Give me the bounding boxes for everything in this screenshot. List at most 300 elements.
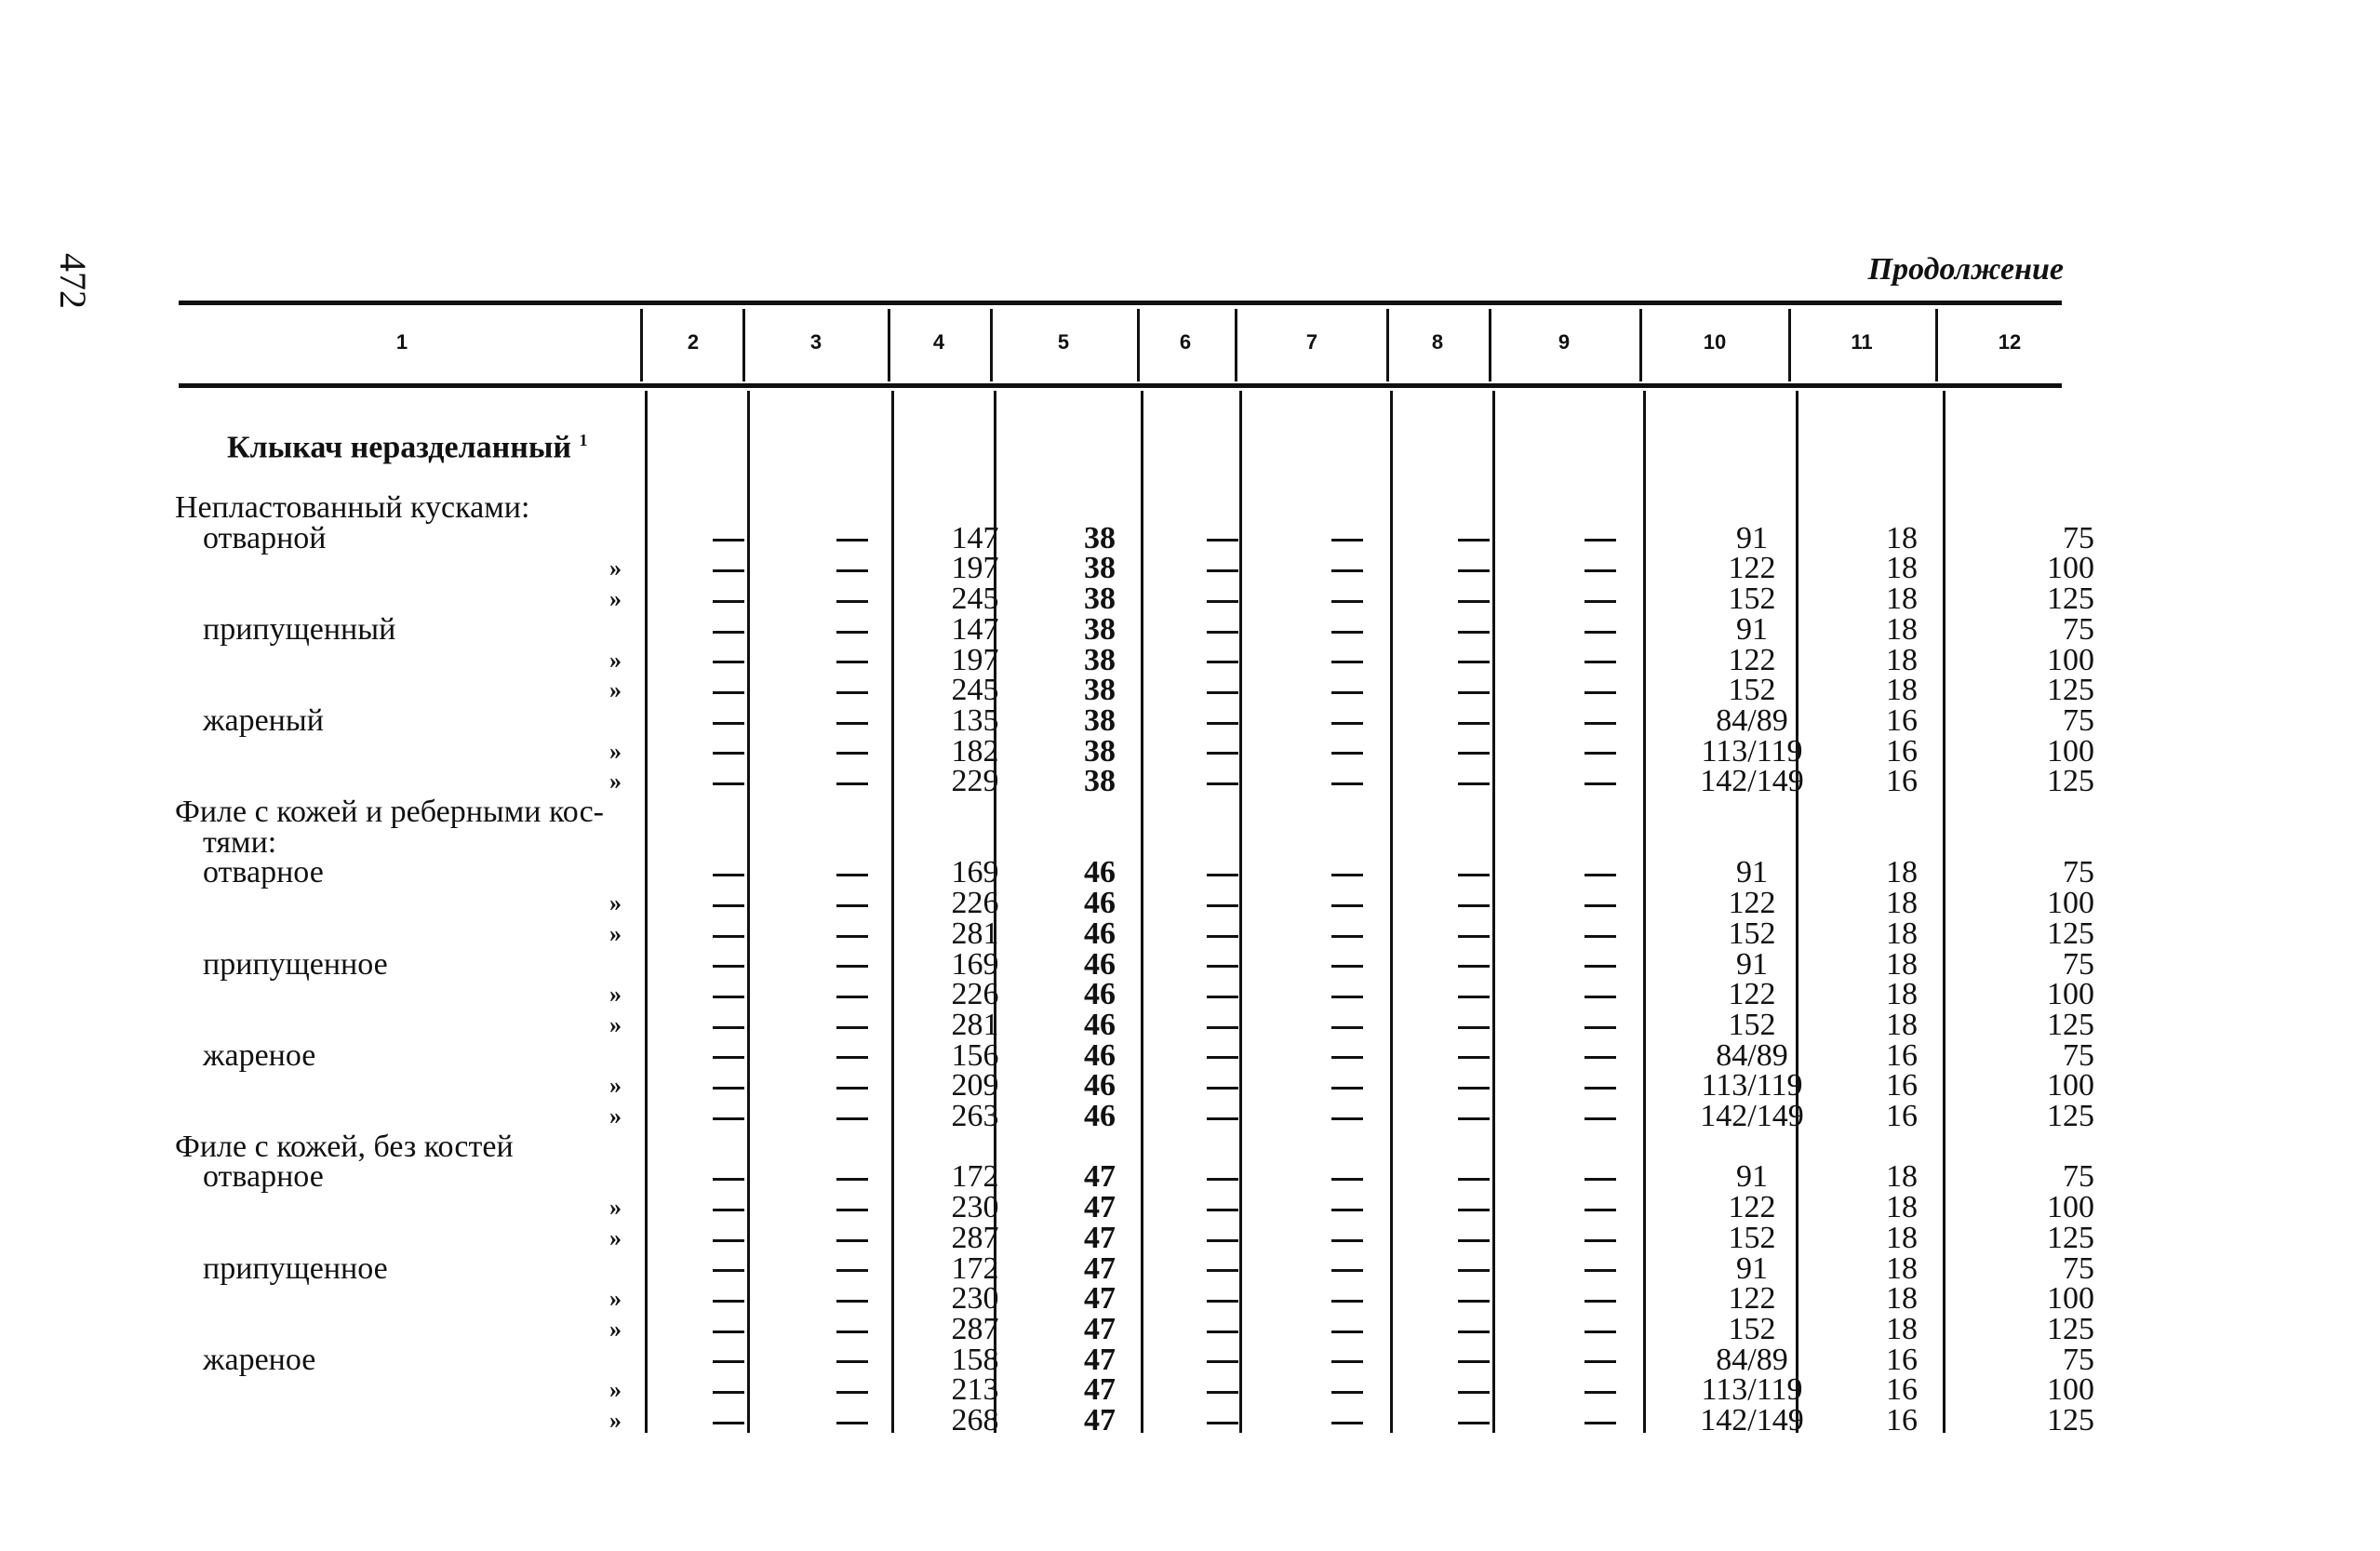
empty-dash bbox=[1525, 1071, 1676, 1102]
empty-dash bbox=[1173, 1102, 1272, 1132]
col-separator bbox=[1235, 309, 1237, 381]
row-label: » bbox=[609, 555, 622, 582]
value-cell: 230 bbox=[951, 1281, 999, 1317]
value-cell: 152 bbox=[1728, 673, 1776, 708]
empty-dash bbox=[1272, 737, 1423, 768]
empty-dash bbox=[1525, 858, 1676, 889]
table-row bbox=[175, 1284, 2094, 1315]
empty-dash bbox=[677, 767, 780, 797]
empty-dash bbox=[1423, 767, 1525, 797]
value-cell: 18 bbox=[1886, 1190, 1918, 1225]
value-cell: 16 bbox=[1886, 1068, 1918, 1103]
row-label: жареное bbox=[203, 1037, 316, 1073]
row-label: жареное bbox=[203, 1342, 316, 1377]
value-cell: 287 bbox=[951, 1220, 999, 1255]
value-cell: 91 bbox=[1736, 1250, 1768, 1286]
empty-dash bbox=[1423, 889, 1525, 919]
empty-dash bbox=[1173, 706, 1272, 737]
value-cell: 18 bbox=[1886, 1220, 1918, 1255]
empty-dash bbox=[1272, 1071, 1423, 1102]
col-separator bbox=[1935, 309, 1938, 381]
table-row bbox=[175, 493, 2094, 524]
empty-dash bbox=[677, 706, 780, 737]
value-cell: 197 bbox=[951, 551, 999, 586]
empty-dash bbox=[1423, 1223, 1525, 1254]
empty-dash bbox=[1173, 980, 1272, 1010]
value-cell: 18 bbox=[1886, 946, 1918, 982]
col-separator bbox=[742, 309, 745, 381]
empty-dash bbox=[1525, 1315, 1676, 1345]
value-cell: 38 bbox=[1084, 642, 1116, 677]
value-cell: 75 bbox=[2063, 1250, 2094, 1286]
empty-dash bbox=[1272, 980, 1423, 1010]
empty-dash bbox=[780, 1193, 924, 1223]
value-cell: 16 bbox=[1886, 733, 1918, 769]
empty-dash bbox=[780, 584, 924, 615]
empty-dash bbox=[1173, 1284, 1272, 1315]
table-row bbox=[175, 737, 2094, 768]
empty-dash bbox=[1423, 1375, 1525, 1406]
value-cell: 100 bbox=[2047, 551, 2094, 586]
value-cell: 46 bbox=[1084, 855, 1116, 890]
col-header-6: 6 bbox=[1179, 330, 1192, 354]
empty-dash bbox=[1423, 1071, 1525, 1102]
table-row bbox=[175, 1071, 2094, 1102]
empty-dash bbox=[1173, 950, 1272, 981]
empty-dash bbox=[780, 675, 924, 706]
value-cell: 172 bbox=[951, 1250, 999, 1286]
empty-dash bbox=[1423, 706, 1525, 737]
value-cell: 38 bbox=[1084, 520, 1116, 555]
table-row bbox=[175, 1406, 2094, 1437]
row-label: » bbox=[609, 1376, 622, 1404]
empty-dash bbox=[780, 1041, 924, 1072]
value-cell: 47 bbox=[1084, 1159, 1116, 1195]
col-separator bbox=[1489, 309, 1491, 381]
page-number: 472 bbox=[52, 253, 94, 309]
empty-dash bbox=[780, 1254, 924, 1285]
empty-dash bbox=[1525, 737, 1676, 768]
empty-dash bbox=[677, 524, 780, 555]
value-cell: 18 bbox=[1886, 1281, 1918, 1317]
continuation-label: Продолжение bbox=[1867, 252, 2064, 287]
value-cell: 46 bbox=[1084, 1099, 1116, 1134]
value-cell: 84/89 bbox=[1716, 1342, 1788, 1377]
empty-dash bbox=[1272, 950, 1423, 981]
value-cell: 100 bbox=[2047, 733, 2094, 769]
value-cell: 46 bbox=[1084, 946, 1116, 982]
value-cell: 91 bbox=[1736, 520, 1768, 555]
empty-dash bbox=[1173, 1254, 1272, 1285]
empty-dash bbox=[1272, 858, 1423, 889]
value-cell: 16 bbox=[1886, 1099, 1918, 1134]
value-cell: 46 bbox=[1084, 977, 1116, 1012]
row-label: » bbox=[609, 1285, 622, 1313]
value-cell: 142/149 bbox=[1700, 1099, 1804, 1134]
value-cell: 135 bbox=[951, 702, 999, 738]
empty-dash bbox=[780, 1162, 924, 1193]
value-cell: 18 bbox=[1886, 977, 1918, 1012]
empty-dash bbox=[1272, 1254, 1423, 1285]
row-label: тями: bbox=[203, 824, 277, 860]
table-row bbox=[175, 1193, 2094, 1223]
empty-dash bbox=[1272, 919, 1423, 950]
empty-dash bbox=[1423, 950, 1525, 981]
row-label: » bbox=[609, 919, 622, 947]
empty-dash bbox=[1525, 950, 1676, 981]
empty-dash bbox=[677, 1071, 780, 1102]
value-cell: 226 bbox=[951, 977, 999, 1012]
value-cell: 38 bbox=[1084, 611, 1116, 647]
empty-dash bbox=[1525, 1345, 1676, 1376]
value-cell: 46 bbox=[1084, 916, 1116, 951]
empty-dash bbox=[677, 675, 780, 706]
row-label: отварное bbox=[203, 855, 324, 890]
col-header-7: 7 bbox=[1305, 330, 1318, 354]
row-label: » bbox=[609, 676, 622, 704]
value-cell: 122 bbox=[1728, 642, 1776, 677]
section-title bbox=[175, 417, 2094, 473]
table-row bbox=[175, 1375, 2094, 1406]
col-separator bbox=[990, 309, 993, 381]
value-cell: 100 bbox=[2047, 642, 2094, 677]
value-cell: 122 bbox=[1728, 1190, 1776, 1225]
col-separator bbox=[1639, 309, 1642, 381]
empty-dash bbox=[1525, 706, 1676, 737]
value-cell: 197 bbox=[951, 642, 999, 677]
value-cell: 182 bbox=[951, 733, 999, 769]
empty-dash bbox=[780, 980, 924, 1010]
empty-dash bbox=[677, 1162, 780, 1193]
empty-dash bbox=[1423, 1162, 1525, 1193]
table-row bbox=[175, 1010, 2094, 1041]
col-header-10: 10 bbox=[1703, 330, 1727, 354]
value-cell: 230 bbox=[951, 1190, 999, 1225]
value-cell: 147 bbox=[951, 611, 999, 647]
empty-dash bbox=[677, 1254, 780, 1285]
empty-dash bbox=[780, 615, 924, 646]
empty-dash bbox=[1423, 524, 1525, 555]
col-separator bbox=[1386, 309, 1389, 381]
value-cell: 46 bbox=[1084, 1007, 1116, 1042]
value-cell: 18 bbox=[1886, 1311, 1918, 1346]
empty-dash bbox=[1423, 1345, 1525, 1376]
empty-dash bbox=[1173, 584, 1272, 615]
value-cell: 75 bbox=[2063, 611, 2094, 647]
value-cell: 113/119 bbox=[1701, 1372, 1803, 1408]
value-cell: 47 bbox=[1084, 1372, 1116, 1408]
col-header-2: 2 bbox=[687, 330, 700, 354]
empty-dash bbox=[677, 1223, 780, 1254]
table-row bbox=[175, 858, 2094, 889]
value-cell: 281 bbox=[951, 916, 999, 951]
empty-dash bbox=[1423, 980, 1525, 1010]
value-cell: 18 bbox=[1886, 642, 1918, 677]
empty-dash bbox=[677, 919, 780, 950]
value-cell: 287 bbox=[951, 1311, 999, 1346]
empty-dash bbox=[1173, 1010, 1272, 1041]
value-cell: 38 bbox=[1084, 702, 1116, 738]
empty-dash bbox=[780, 1315, 924, 1345]
value-cell: 281 bbox=[951, 1007, 999, 1042]
value-cell: 16 bbox=[1886, 1037, 1918, 1073]
empty-dash bbox=[1423, 584, 1525, 615]
empty-dash bbox=[780, 1102, 924, 1132]
empty-dash bbox=[780, 889, 924, 919]
value-cell: 263 bbox=[951, 1099, 999, 1134]
empty-dash bbox=[1272, 1345, 1423, 1376]
value-cell: 125 bbox=[2047, 1220, 2094, 1255]
value-cell: 38 bbox=[1084, 673, 1116, 708]
value-cell: 18 bbox=[1886, 1159, 1918, 1195]
value-cell: 18 bbox=[1886, 611, 1918, 647]
empty-dash bbox=[677, 1193, 780, 1223]
empty-dash bbox=[1272, 1102, 1423, 1132]
value-cell: 125 bbox=[2047, 673, 2094, 708]
col-header-11: 11 bbox=[1851, 330, 1873, 354]
empty-dash bbox=[1525, 1193, 1676, 1223]
value-cell: 16 bbox=[1886, 702, 1918, 738]
empty-dash bbox=[1525, 675, 1676, 706]
col-header-8: 8 bbox=[1431, 330, 1444, 354]
value-cell: 100 bbox=[2047, 1068, 2094, 1103]
empty-dash bbox=[780, 1375, 924, 1406]
value-cell: 152 bbox=[1728, 1311, 1776, 1346]
empty-dash bbox=[1525, 1284, 1676, 1315]
value-cell: 122 bbox=[1728, 551, 1776, 586]
empty-dash bbox=[1173, 1071, 1272, 1102]
empty-dash bbox=[1525, 1010, 1676, 1041]
value-cell: 38 bbox=[1084, 764, 1116, 799]
value-cell: 152 bbox=[1728, 1220, 1776, 1255]
empty-dash bbox=[780, 737, 924, 768]
value-cell: 100 bbox=[2047, 1281, 2094, 1317]
table-row bbox=[175, 524, 2094, 555]
col-header-4: 4 bbox=[932, 330, 945, 354]
empty-dash bbox=[1525, 1223, 1676, 1254]
empty-dash bbox=[1272, 646, 1423, 676]
value-cell: 18 bbox=[1886, 582, 1918, 617]
empty-dash bbox=[1423, 1041, 1525, 1072]
col-header-1: 1 bbox=[395, 330, 408, 354]
value-cell: 18 bbox=[1886, 520, 1918, 555]
value-cell: 47 bbox=[1084, 1220, 1116, 1255]
empty-dash bbox=[1423, 1193, 1525, 1223]
table-row bbox=[175, 767, 2094, 797]
empty-dash bbox=[1173, 554, 1272, 584]
empty-dash bbox=[1272, 1284, 1423, 1315]
empty-dash bbox=[780, 1284, 924, 1315]
value-cell: 209 bbox=[951, 1068, 999, 1103]
value-cell: 122 bbox=[1728, 1281, 1776, 1317]
value-cell: 156 bbox=[951, 1037, 999, 1073]
value-cell: 38 bbox=[1084, 582, 1116, 617]
row-label: Филе с кожей, без костей bbox=[175, 1129, 514, 1164]
empty-dash bbox=[780, 1406, 924, 1437]
empty-dash bbox=[780, 1010, 924, 1041]
value-cell: 84/89 bbox=[1716, 1037, 1788, 1073]
empty-dash bbox=[1173, 646, 1272, 676]
col-separator bbox=[1788, 309, 1791, 381]
empty-dash bbox=[677, 1041, 780, 1072]
empty-dash bbox=[677, 584, 780, 615]
row-label: » bbox=[609, 1010, 622, 1038]
row-label: припущенное bbox=[203, 1250, 388, 1286]
empty-dash bbox=[677, 858, 780, 889]
table-row bbox=[175, 1041, 2094, 1072]
row-label: » bbox=[609, 1407, 622, 1435]
empty-dash bbox=[780, 554, 924, 584]
row-label: припущенное bbox=[203, 946, 388, 982]
row-label: » bbox=[609, 646, 622, 674]
empty-dash bbox=[780, 950, 924, 981]
table-row bbox=[175, 1223, 2094, 1254]
value-cell: 18 bbox=[1886, 1007, 1918, 1042]
value-cell: 91 bbox=[1736, 855, 1768, 890]
value-cell: 245 bbox=[951, 582, 999, 617]
value-cell: 18 bbox=[1886, 1250, 1918, 1286]
value-cell: 16 bbox=[1886, 1403, 1918, 1438]
empty-dash bbox=[677, 1375, 780, 1406]
table-row bbox=[175, 828, 2094, 859]
row-label: Филе с кожей и реберными кос- bbox=[175, 795, 605, 830]
empty-dash bbox=[1272, 1315, 1423, 1345]
footnote-mark: 1 bbox=[579, 431, 588, 450]
value-cell: 152 bbox=[1728, 1007, 1776, 1042]
table-row bbox=[175, 1102, 2094, 1132]
empty-dash bbox=[1525, 767, 1676, 797]
empty-dash bbox=[780, 646, 924, 676]
value-cell: 113/119 bbox=[1701, 733, 1803, 769]
empty-dash bbox=[1525, 524, 1676, 555]
value-cell: 75 bbox=[2063, 946, 2094, 982]
value-cell: 91 bbox=[1736, 611, 1768, 647]
empty-dash bbox=[677, 950, 780, 981]
value-cell: 47 bbox=[1084, 1342, 1116, 1377]
empty-dash bbox=[1525, 1406, 1676, 1437]
empty-dash bbox=[1272, 1193, 1423, 1223]
value-cell: 152 bbox=[1728, 916, 1776, 951]
table-row bbox=[175, 797, 2094, 828]
empty-dash bbox=[1423, 919, 1525, 950]
value-cell: 16 bbox=[1886, 1342, 1918, 1377]
value-cell: 122 bbox=[1728, 977, 1776, 1012]
row-label: » bbox=[609, 1072, 622, 1100]
empty-dash bbox=[1525, 1162, 1676, 1193]
value-cell: 229 bbox=[951, 764, 999, 799]
value-cell: 18 bbox=[1886, 886, 1918, 921]
value-cell: 125 bbox=[2047, 916, 2094, 951]
value-cell: 213 bbox=[951, 1372, 999, 1408]
value-cell: 125 bbox=[2047, 1007, 2094, 1042]
value-cell: 75 bbox=[2063, 1342, 2094, 1377]
empty-dash bbox=[1173, 1406, 1272, 1437]
empty-dash bbox=[677, 1345, 780, 1376]
col-header-5: 5 bbox=[1057, 330, 1070, 354]
value-cell: 125 bbox=[2047, 764, 2094, 799]
row-label: » bbox=[609, 1315, 622, 1343]
row-label: отварное bbox=[203, 1159, 324, 1195]
table-row bbox=[175, 889, 2094, 919]
row-label: отварной bbox=[203, 520, 327, 555]
value-cell: 75 bbox=[2063, 1037, 2094, 1073]
table-row bbox=[175, 706, 2094, 737]
value-cell: 169 bbox=[951, 855, 999, 890]
value-cell: 142/149 bbox=[1700, 1403, 1804, 1438]
empty-dash bbox=[677, 1406, 780, 1437]
value-cell: 75 bbox=[2063, 520, 2094, 555]
table-row bbox=[175, 1254, 2094, 1285]
empty-dash bbox=[780, 1345, 924, 1376]
col-separator bbox=[888, 309, 890, 381]
empty-dash bbox=[1272, 615, 1423, 646]
table-row bbox=[175, 675, 2094, 706]
nutrition-table bbox=[175, 417, 2094, 1437]
col-header-12: 12 bbox=[1998, 330, 2022, 354]
empty-dash bbox=[1525, 1102, 1676, 1132]
value-cell: 100 bbox=[2047, 1372, 2094, 1408]
empty-dash bbox=[1173, 1041, 1272, 1072]
value-cell: 113/119 bbox=[1701, 1068, 1803, 1103]
table-row bbox=[175, 1345, 2094, 1376]
value-cell: 245 bbox=[951, 673, 999, 708]
col-separator bbox=[640, 309, 643, 381]
empty-dash bbox=[677, 1315, 780, 1345]
section-title-text: Клыкач неразделанный bbox=[227, 430, 571, 465]
value-cell: 142/149 bbox=[1700, 764, 1804, 799]
empty-dash bbox=[1272, 554, 1423, 584]
empty-dash bbox=[1525, 889, 1676, 919]
empty-dash bbox=[780, 919, 924, 950]
value-cell: 84/89 bbox=[1716, 702, 1788, 738]
value-cell: 46 bbox=[1084, 1068, 1116, 1103]
empty-dash bbox=[677, 889, 780, 919]
empty-dash bbox=[1272, 1223, 1423, 1254]
empty-dash bbox=[1173, 919, 1272, 950]
table-row bbox=[175, 1132, 2094, 1163]
value-cell: 122 bbox=[1728, 886, 1776, 921]
empty-dash bbox=[1272, 889, 1423, 919]
value-cell: 125 bbox=[2047, 582, 2094, 617]
table-row bbox=[175, 646, 2094, 676]
table-row bbox=[175, 919, 2094, 950]
table-row bbox=[175, 1162, 2094, 1193]
value-cell: 226 bbox=[951, 886, 999, 921]
value-cell: 100 bbox=[2047, 977, 2094, 1012]
empty-dash bbox=[1272, 1375, 1423, 1406]
row-label: Непластованный кусками: bbox=[175, 490, 530, 525]
empty-dash bbox=[1173, 1223, 1272, 1254]
empty-dash bbox=[1173, 675, 1272, 706]
empty-dash bbox=[1272, 524, 1423, 555]
row-label: » bbox=[609, 737, 622, 765]
table-row bbox=[175, 950, 2094, 981]
value-cell: 16 bbox=[1886, 1372, 1918, 1408]
empty-dash bbox=[1173, 737, 1272, 768]
empty-dash bbox=[1423, 737, 1525, 768]
empty-dash bbox=[780, 1071, 924, 1102]
empty-dash bbox=[677, 980, 780, 1010]
empty-dash bbox=[1272, 1406, 1423, 1437]
empty-dash bbox=[1525, 615, 1676, 646]
empty-dash bbox=[1423, 554, 1525, 584]
empty-dash bbox=[1525, 1375, 1676, 1406]
empty-dash bbox=[1423, 1315, 1525, 1345]
empty-dash bbox=[1423, 1010, 1525, 1041]
value-cell: 46 bbox=[1084, 886, 1116, 921]
value-cell: 268 bbox=[951, 1403, 999, 1438]
empty-dash bbox=[1272, 1162, 1423, 1193]
